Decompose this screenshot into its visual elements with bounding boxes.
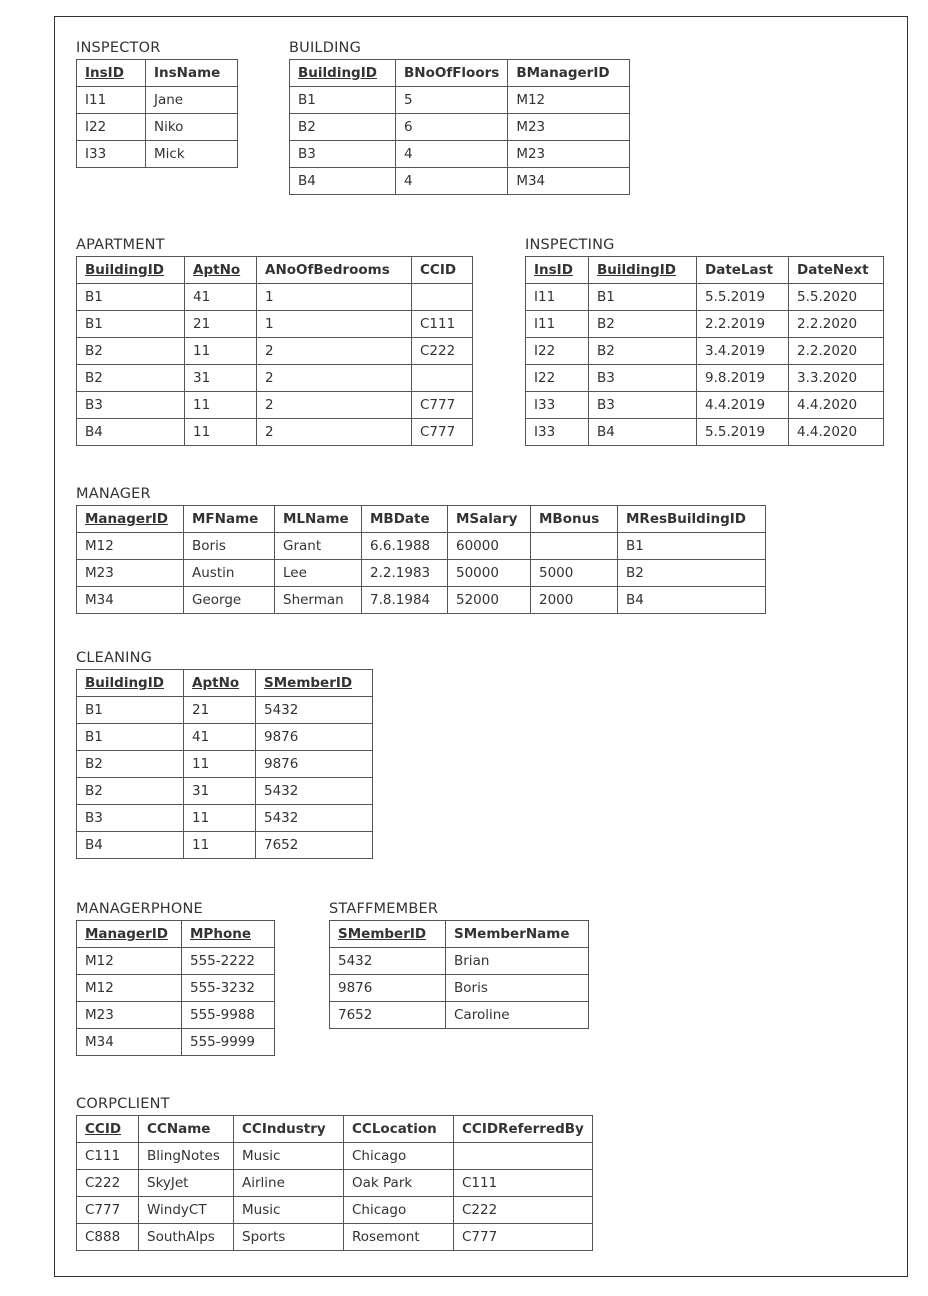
inspecting-table: [525, 256, 884, 446]
table-cell: 555-3232: [182, 975, 275, 1002]
building-title: BUILDING: [289, 40, 362, 56]
table-cell: 5000: [531, 560, 618, 587]
table-cell: 9876: [256, 751, 373, 778]
managerphone-table-block: [76, 898, 275, 1056]
table-cell: 555-9988: [182, 1002, 275, 1029]
table-cell: B2: [589, 338, 697, 365]
column-header: BuildingID: [77, 670, 184, 697]
apartment-table-block: [76, 234, 473, 446]
table-cell: 2: [257, 365, 412, 392]
table-cell: 31: [184, 778, 256, 805]
table-cell: 2: [257, 419, 412, 446]
table-row: [77, 1197, 593, 1224]
table-cell: 5.5.2019: [697, 284, 789, 311]
column-header: BNoOfFloors: [396, 60, 508, 87]
table-cell: [454, 1143, 593, 1170]
table-cell: M12: [508, 87, 630, 114]
table-header-row: [77, 670, 373, 697]
table-cell: I11: [526, 284, 589, 311]
column-header: CCIDReferredBy: [454, 1116, 593, 1143]
table-cell: [412, 365, 473, 392]
table-cell: 3.3.2020: [789, 365, 884, 392]
table-cell: B3: [77, 392, 185, 419]
manager-table: [76, 505, 766, 614]
table-cell: I22: [526, 338, 589, 365]
table-cell: Sherman: [275, 587, 362, 614]
table-cell: C777: [454, 1224, 593, 1251]
table-row: [526, 338, 884, 365]
table-cell: 555-9999: [182, 1029, 275, 1056]
table-cell: I33: [526, 419, 589, 446]
column-header: SMemberID: [330, 921, 446, 948]
column-header: ManagerID: [77, 921, 182, 948]
table-cell: 4.4.2020: [789, 419, 884, 446]
table-row: [290, 141, 630, 168]
table-cell: M34: [77, 587, 184, 614]
table-cell: 4: [396, 168, 508, 195]
table-row: [77, 114, 238, 141]
table-cell: Lee: [275, 560, 362, 587]
table-header-row: [77, 921, 275, 948]
column-header: BManagerID: [508, 60, 630, 87]
table-cell: SouthAlps: [139, 1224, 234, 1251]
column-header: BuildingID: [290, 60, 396, 87]
corpclient-table-block: [76, 1093, 593, 1251]
table-cell: M23: [508, 114, 630, 141]
corpclient-table: [76, 1115, 593, 1251]
table-row: [77, 832, 373, 859]
column-header: AptNo: [184, 670, 256, 697]
table-cell: 6: [396, 114, 508, 141]
cleaning-table-block: [76, 647, 373, 859]
table-cell: 5.5.2020: [789, 284, 884, 311]
table-row: [77, 338, 473, 365]
table-header-row: [77, 506, 766, 533]
table-cell: 11: [184, 805, 256, 832]
table-cell: 7652: [330, 1002, 446, 1029]
managerphone-table: [76, 920, 275, 1056]
table-cell: C777: [412, 392, 473, 419]
table-cell: Music: [234, 1143, 344, 1170]
table-cell: 2: [257, 392, 412, 419]
column-header: MPhone: [182, 921, 275, 948]
staffmember-table-block: [329, 898, 589, 1029]
table-row: [290, 168, 630, 195]
table-cell: B2: [589, 311, 697, 338]
table-cell: 11: [185, 419, 257, 446]
table-cell: BlingNotes: [139, 1143, 234, 1170]
column-header: ANoOfBedrooms: [257, 257, 412, 284]
table-row: [330, 948, 589, 975]
table-cell: 5432: [256, 778, 373, 805]
table-cell: C888: [77, 1224, 139, 1251]
table-cell: B1: [77, 724, 184, 751]
table-cell: Grant: [275, 533, 362, 560]
table-cell: 1: [257, 284, 412, 311]
table-cell: 21: [185, 311, 257, 338]
table-cell: [412, 284, 473, 311]
table-cell: 5432: [256, 697, 373, 724]
table-row: [330, 975, 589, 1002]
table-cell: 5432: [256, 805, 373, 832]
table-cell: Music: [234, 1197, 344, 1224]
staffmember-title: STAFFMEMBER: [329, 901, 439, 917]
table-cell: 11: [184, 832, 256, 859]
table-row: [77, 587, 766, 614]
table-cell: Chicago: [344, 1143, 454, 1170]
table-cell: 2.2.1983: [362, 560, 448, 587]
apartment-title: APARTMENT: [76, 237, 165, 253]
column-header: CCID: [412, 257, 473, 284]
table-cell: 1: [257, 311, 412, 338]
column-header: AptNo: [185, 257, 257, 284]
table-cell: B2: [290, 114, 396, 141]
table-row: [77, 87, 238, 114]
column-header: CCID: [77, 1116, 139, 1143]
column-header: SMemberName: [446, 921, 589, 948]
table-cell: 52000: [448, 587, 531, 614]
table-cell: B2: [77, 338, 185, 365]
column-header: InsID: [77, 60, 146, 87]
table-cell: Austin: [184, 560, 275, 587]
table-cell: I11: [77, 87, 146, 114]
table-cell: M34: [508, 168, 630, 195]
table-cell: B4: [290, 168, 396, 195]
table-header-row: [77, 1116, 593, 1143]
table-cell: 5.5.2019: [697, 419, 789, 446]
table-cell: B4: [589, 419, 697, 446]
table-row: [77, 419, 473, 446]
cleaning-title: CLEANING: [76, 650, 153, 666]
table-cell: 2000: [531, 587, 618, 614]
managerphone-title: MANAGERPHONE: [76, 901, 203, 917]
table-row: [77, 533, 766, 560]
table-row: [77, 948, 275, 975]
table-header-row: [77, 60, 238, 87]
table-row: [290, 87, 630, 114]
table-cell: 3.4.2019: [697, 338, 789, 365]
table-row: [526, 311, 884, 338]
manager-table-block: [76, 483, 766, 614]
cleaning-table: [76, 669, 373, 859]
table-cell: B1: [589, 284, 697, 311]
table-header-row: [77, 257, 473, 284]
table-cell: 9876: [256, 724, 373, 751]
table-cell: 4: [396, 141, 508, 168]
table-cell: 2.2.2020: [789, 311, 884, 338]
building-table: [289, 59, 630, 195]
table-row: [77, 805, 373, 832]
table-cell: 6.6.1988: [362, 533, 448, 560]
table-cell: 2.2.2020: [789, 338, 884, 365]
table-cell: Oak Park: [344, 1170, 454, 1197]
table-cell: 41: [185, 284, 257, 311]
table-row: [526, 392, 884, 419]
table-cell: Airline: [234, 1170, 344, 1197]
manager-title: MANAGER: [76, 486, 151, 502]
table-cell: M34: [77, 1029, 182, 1056]
table-cell: 5432: [330, 948, 446, 975]
column-header: ManagerID: [77, 506, 184, 533]
table-cell: M12: [77, 948, 182, 975]
table-cell: 21: [184, 697, 256, 724]
inspector-title: INSPECTOR: [76, 40, 161, 56]
table-row: [290, 114, 630, 141]
column-header: DateLast: [697, 257, 789, 284]
table-cell: I22: [526, 365, 589, 392]
inspector-table: [76, 59, 238, 168]
table-cell: I33: [77, 141, 146, 168]
table-cell: 9876: [330, 975, 446, 1002]
table-cell: I33: [526, 392, 589, 419]
table-row: [77, 311, 473, 338]
table-cell: 7652: [256, 832, 373, 859]
table-cell: B1: [77, 284, 185, 311]
table-row: [77, 560, 766, 587]
table-row: [77, 392, 473, 419]
building-table-block: [289, 37, 630, 195]
table-cell: 7.8.1984: [362, 587, 448, 614]
table-cell: Boris: [446, 975, 589, 1002]
table-cell: 2.2.2019: [697, 311, 789, 338]
table-cell: Mick: [146, 141, 238, 168]
column-header: MResBuildingID: [618, 506, 766, 533]
table-cell: B1: [77, 311, 185, 338]
table-row: [77, 778, 373, 805]
table-row: [77, 284, 473, 311]
table-row: [77, 1170, 593, 1197]
table-cell: Niko: [146, 114, 238, 141]
table-cell: C111: [412, 311, 473, 338]
table-row: [77, 1224, 593, 1251]
table-cell: C777: [77, 1197, 139, 1224]
table-cell: B4: [618, 587, 766, 614]
table-cell: B2: [618, 560, 766, 587]
table-row: [77, 365, 473, 392]
table-cell: 60000: [448, 533, 531, 560]
table-row: [526, 419, 884, 446]
table-cell: [531, 533, 618, 560]
table-cell: WindyCT: [139, 1197, 234, 1224]
table-row: [526, 365, 884, 392]
inspecting-table-block: [525, 234, 884, 446]
table-cell: C222: [412, 338, 473, 365]
column-header: BuildingID: [589, 257, 697, 284]
table-cell: B1: [618, 533, 766, 560]
table-cell: C777: [412, 419, 473, 446]
table-row: [77, 751, 373, 778]
table-cell: C111: [454, 1170, 593, 1197]
table-row: [330, 1002, 589, 1029]
table-row: [77, 975, 275, 1002]
column-header: MLName: [275, 506, 362, 533]
table-cell: Sports: [234, 1224, 344, 1251]
table-cell: B3: [589, 392, 697, 419]
column-header: MBDate: [362, 506, 448, 533]
table-cell: B1: [290, 87, 396, 114]
column-header: InsID: [526, 257, 589, 284]
column-header: MFName: [184, 506, 275, 533]
table-cell: B3: [589, 365, 697, 392]
table-header-row: [330, 921, 589, 948]
table-header-row: [526, 257, 884, 284]
table-cell: 11: [185, 392, 257, 419]
table-cell: 41: [184, 724, 256, 751]
table-cell: Boris: [184, 533, 275, 560]
apartment-table: [76, 256, 473, 446]
column-header: CCName: [139, 1116, 234, 1143]
table-cell: Chicago: [344, 1197, 454, 1224]
table-cell: Caroline: [446, 1002, 589, 1029]
table-cell: 2: [257, 338, 412, 365]
table-cell: 11: [185, 338, 257, 365]
table-cell: M12: [77, 533, 184, 560]
table-cell: 555-2222: [182, 948, 275, 975]
table-row: [77, 697, 373, 724]
table-cell: C222: [454, 1197, 593, 1224]
column-header: SMemberID: [256, 670, 373, 697]
table-cell: Brian: [446, 948, 589, 975]
table-cell: M23: [508, 141, 630, 168]
inspector-table-block: [76, 37, 238, 168]
table-cell: George: [184, 587, 275, 614]
table-row: [77, 1029, 275, 1056]
table-cell: 5: [396, 87, 508, 114]
table-cell: Jane: [146, 87, 238, 114]
inspecting-title: INSPECTING: [525, 237, 615, 253]
table-cell: 50000: [448, 560, 531, 587]
table-cell: M23: [77, 560, 184, 587]
table-cell: 31: [185, 365, 257, 392]
table-cell: B1: [77, 697, 184, 724]
table-cell: B3: [290, 141, 396, 168]
table-cell: SkyJet: [139, 1170, 234, 1197]
table-cell: I11: [526, 311, 589, 338]
table-cell: C111: [77, 1143, 139, 1170]
table-row: [77, 724, 373, 751]
table-cell: 4.4.2019: [697, 392, 789, 419]
table-row: [77, 1002, 275, 1029]
column-header: BuildingID: [77, 257, 185, 284]
corpclient-title: CORPCLIENT: [76, 1096, 170, 1112]
table-cell: 9.8.2019: [697, 365, 789, 392]
table-cell: Rosemont: [344, 1224, 454, 1251]
table-row: [77, 1143, 593, 1170]
table-row: [77, 141, 238, 168]
table-cell: M23: [77, 1002, 182, 1029]
column-header: DateNext: [789, 257, 884, 284]
column-header: CCLocation: [344, 1116, 454, 1143]
column-header: MSalary: [448, 506, 531, 533]
table-cell: 11: [184, 751, 256, 778]
table-cell: B2: [77, 751, 184, 778]
table-cell: M12: [77, 975, 182, 1002]
table-cell: B3: [77, 805, 184, 832]
column-header: InsName: [146, 60, 238, 87]
table-row: [526, 284, 884, 311]
table-cell: 4.4.2020: [789, 392, 884, 419]
column-header: MBonus: [531, 506, 618, 533]
column-header: CCIndustry: [234, 1116, 344, 1143]
table-cell: C222: [77, 1170, 139, 1197]
table-cell: B4: [77, 832, 184, 859]
table-cell: B2: [77, 778, 184, 805]
table-cell: I22: [77, 114, 146, 141]
table-cell: B2: [77, 365, 185, 392]
table-cell: B4: [77, 419, 185, 446]
staffmember-table: [329, 920, 589, 1029]
table-header-row: [290, 60, 630, 87]
